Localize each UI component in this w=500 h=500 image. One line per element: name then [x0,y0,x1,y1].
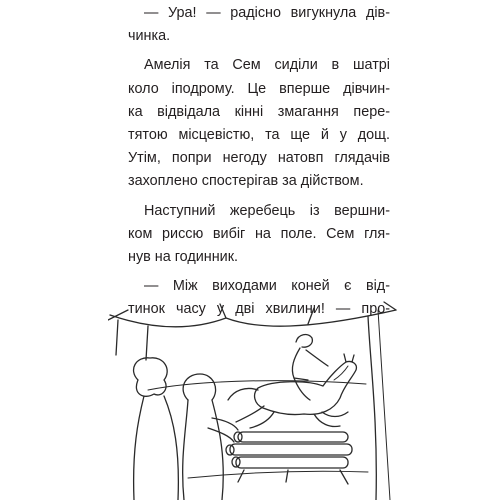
text-line: Утім, попри негоду натовп глядачів [128,150,390,167]
text-line: тинок часу у дві хвилини! — про- [128,301,390,318]
page-text [128,2,390,328]
spectator-girls [134,358,238,500]
text-line: коло іподрому. Це вперше дівчин- [128,80,390,97]
text-line: — Ура! — радісно вигукнула дів- [144,5,390,21]
text-line: тятою місцевістю, та ще й у дощ. [128,127,390,144]
text-line: ком риссю вибіг на поле. Сем гля- [128,225,390,242]
text-line: чинка. [128,28,171,45]
text-line: Амелія та Сем сиділи в шатрі [144,57,390,74]
horse-jump-illustration [108,300,398,500]
horse [228,354,356,428]
text-line: нув на годинник. [128,249,239,266]
text-line: Наступний жеребець із вершни- [144,202,390,219]
paragraph-2 [128,54,390,193]
tent-canopy [108,302,396,500]
text-line: захоплено спостерігав за дійством. [128,173,364,190]
log-jump [226,432,352,484]
paragraph-3 [128,200,390,270]
text-line: — Між виходами коней є від- [144,278,390,295]
rider [292,335,328,400]
text-line: ка відвідала кінні змагання пере- [128,103,390,120]
paragraph-1 [128,2,390,48]
